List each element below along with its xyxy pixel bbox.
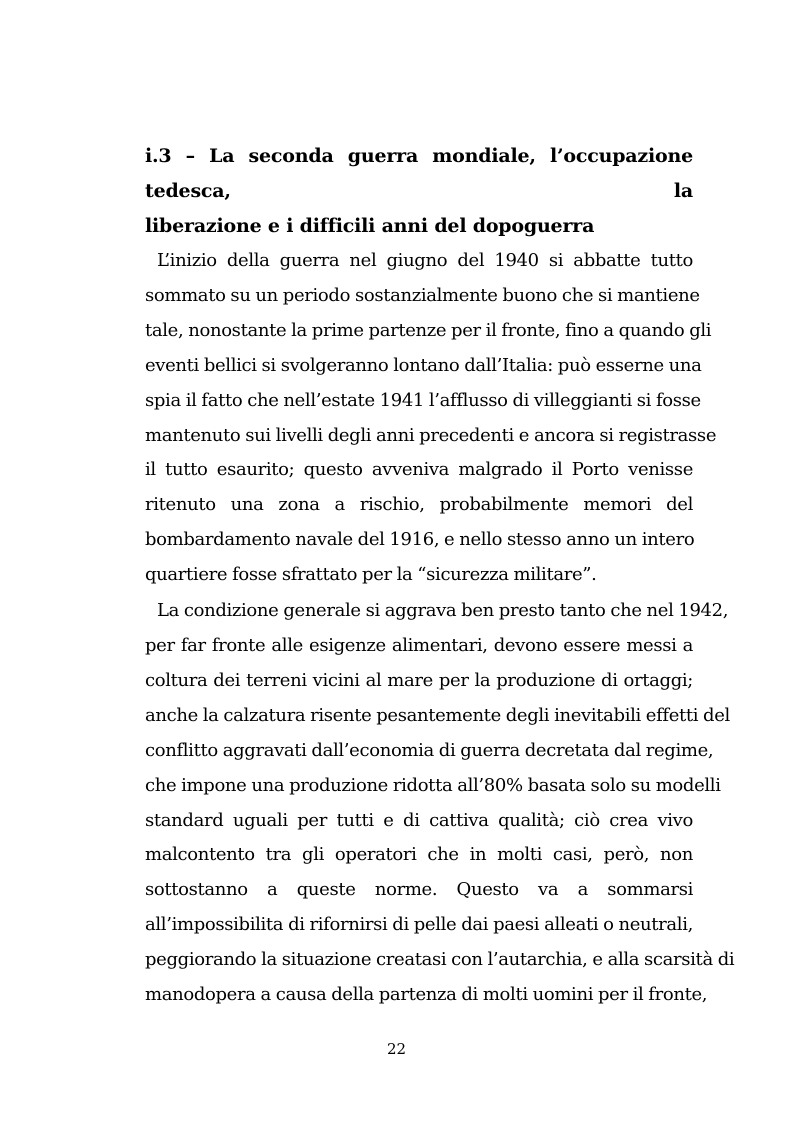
text-line: manodopera a causa della partenza di molti uomini per il fronte, xyxy=(145,984,708,1006)
text-line: anche la calzatura risente pesantemente degli inevitabili effetti del xyxy=(145,704,730,726)
heading-line: i.3 – La seconda guerra mondiale, l’occupazione tedesca, la xyxy=(145,145,693,202)
text-line: L’inizio della guerra nel giugno del 1940 si abbatte tutto xyxy=(157,250,693,271)
page-content xyxy=(145,139,735,1013)
section-heading xyxy=(145,139,693,244)
text-line: il tutto esaurito; questo avveniva malgrado il Porto venisse xyxy=(145,459,693,481)
text-line: bombardamento navale del 1916, e nello stesso anno un intero xyxy=(145,529,695,551)
paragraph-1 xyxy=(145,244,717,593)
text-line: ritenuto una zona a rischio, probabilmente memori del xyxy=(145,494,693,516)
text-line: tale, nonostante la prime partenze per il fronte, fino a quando gli xyxy=(145,319,712,341)
text-line: all’impossibilita di rifornirsi di pelle dai paesi alleati o neutrali, xyxy=(145,914,693,936)
text-line: che impone una produzione ridotta all’80% basata solo su modelli xyxy=(145,774,721,796)
text-line: sottostanno a queste norme. Questo va a sommarsi xyxy=(145,879,693,901)
text-line: quartiere fosse sfrattato per la “sicurezza militare”. xyxy=(145,564,597,586)
text-line: peggiorando la situazione creatasi con l’autarchia, e alla scarsità di xyxy=(145,949,735,971)
text-line: La condizione generale si aggrava ben presto tanto che nel 1942, xyxy=(157,600,729,622)
text-line: per far fronte alle esigenze alimentari, devono essere messi a xyxy=(145,634,693,656)
text-line: conflitto aggravati dall’economia di guerra decretata dal regime, xyxy=(145,739,714,761)
text-line: mantenuto sui livelli degli anni precedenti e ancora si registrasse xyxy=(145,424,717,446)
text-line: sommato su un periodo sostanzialmente buono che si mantiene xyxy=(145,284,700,306)
page-number: 22 xyxy=(386,1040,407,1058)
text-line: spia il fatto che nell’estate 1941 l’afflusso di villeggianti si fosse xyxy=(145,389,701,411)
text-line: coltura dei terreni vicini al mare per la produzione di ortaggi; xyxy=(145,669,693,691)
paragraph-2 xyxy=(145,594,735,1013)
text-line: standard uguali per tutti e di cattiva qualità; ciò crea vivo xyxy=(145,809,693,831)
text-line: eventi bellici si svolgeranno lontano dall’Italia: può esserne una xyxy=(145,354,702,376)
heading-line: liberazione e i difficili anni del dopoguerra xyxy=(145,215,595,237)
text-line: malcontento tra gli operatori che in molti casi, però, non xyxy=(145,844,693,866)
